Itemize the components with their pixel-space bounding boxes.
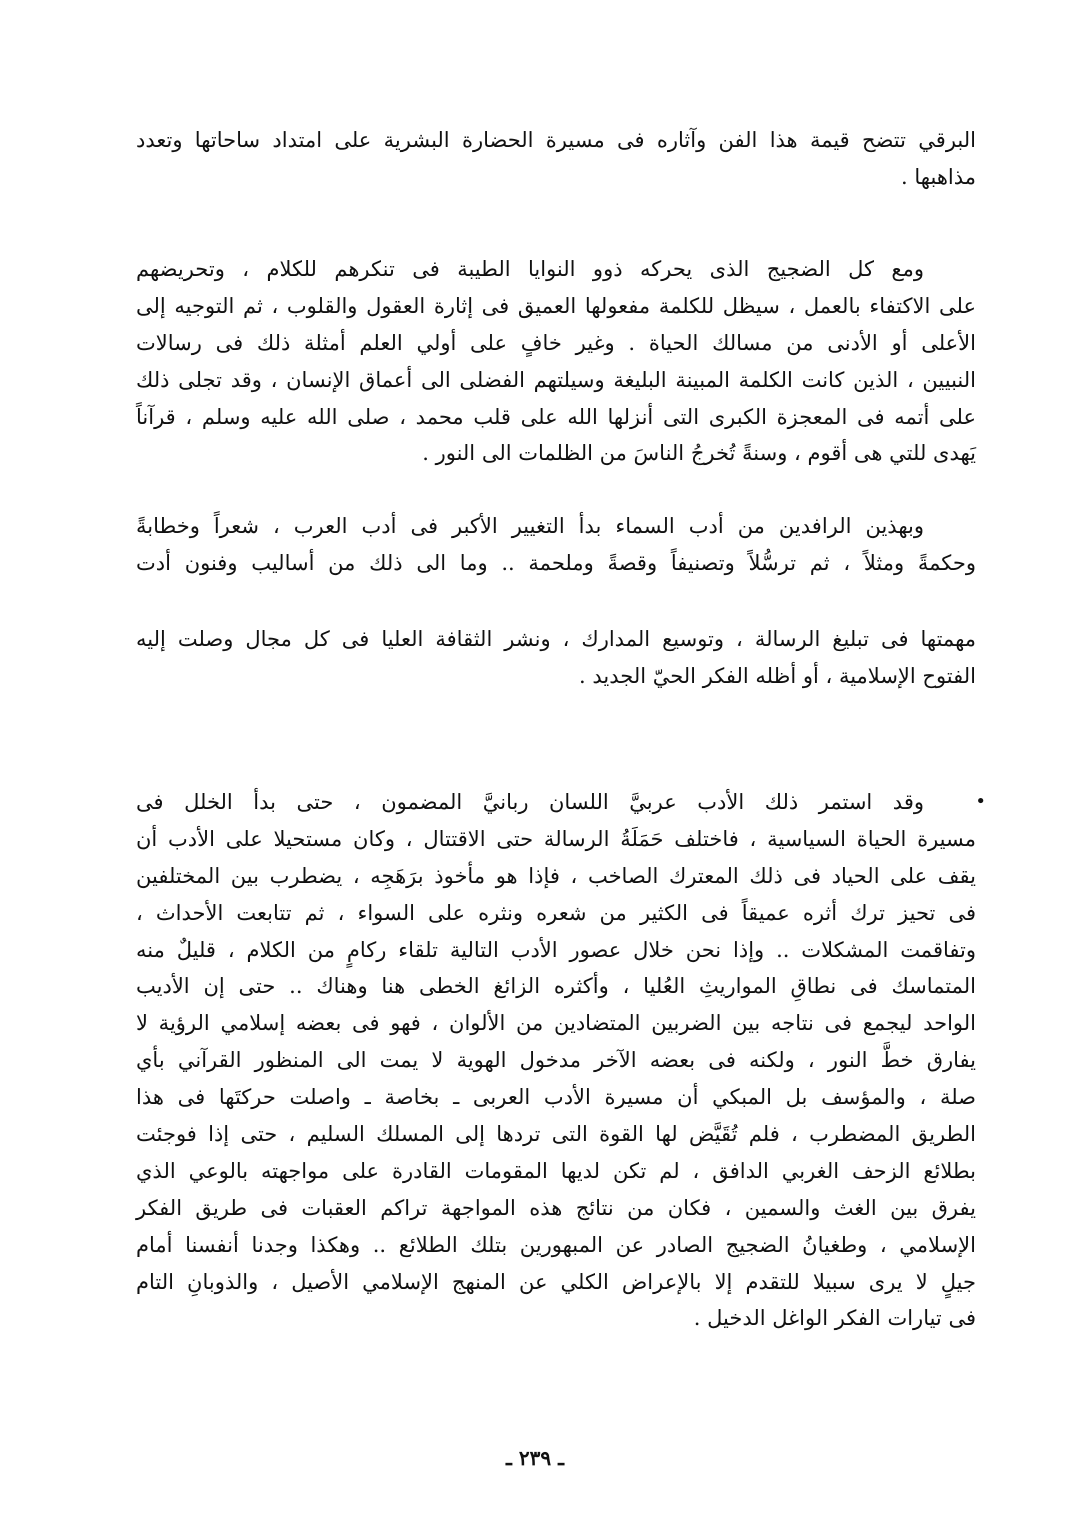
text-line: البرقي تتضح قيمة هذا الفن وآثاره فى مسيرة الحضارة البشرية على امتداد ساحاتها وتعدد: [136, 128, 976, 152]
text-line: على الاكتفاء بالعمل ، سيظل للكلمة مفعولها العميق فى إثارة العقول والقلوب ، ثم التوجيه إلى: [136, 293, 976, 318]
text-line: صلة ، والمؤسف بل المبكي أن مسيرة الأدب العربى ـ بخاصة ـ واصلت حركتَها فى هذا: [136, 1085, 976, 1110]
text-line: بطلائع الزحف الغربي الدافق ، لم تكن لديها المقومات القادرة على مواجهته بالوعي الذي: [136, 1158, 976, 1183]
text-line: يفارق خطَّ النور ، ولكنه فى بعضه الآخر مدخول الهوية لا يمت الى المنظور القرآني بأي: [136, 1048, 976, 1073]
text-line: وبهذين الرافدين من أدب السماء بدأ التغيير الأكبر فى أدب العرب ، شعراً وخطابةً: [136, 514, 924, 538]
paragraph-decline: [136, 784, 986, 1337]
text-line: [136, 784, 986, 821]
text-line: وحكمةً ومثلاً ، ثم ترسُّلاً وتصنيفاً وقصةً وملحمة .. وما الى ذلك من أساليب وفنون أدت: [136, 550, 976, 575]
paragraph-two-tributaries: [136, 508, 976, 582]
paragraph-mission: [136, 621, 976, 695]
bullet-icon: •: [975, 791, 986, 812]
text-line: الأعلى أو الأدنى من مسالك الحياة . وغير خافٍ على أولي العلم أمثلة ذلك فى رسالات: [136, 330, 976, 355]
paragraph-intro: [136, 122, 976, 196]
text-line: مذاهبها .: [901, 164, 976, 189]
text-line: مسيرة الحياة السياسية ، فاختلف حَمَلَةُ الرسالة حتى الاقتتال ، وكان مستحيلا على الأدب أن: [136, 826, 976, 851]
text-line: مهمتها فى تبليغ الرسالة ، وتوسيع المدارك ، ونشر الثقافة العليا فى كل مجال وصلت إليه: [136, 627, 976, 651]
text-line: جيلٍ لا يرى سبيلا للتقدم إلا بالإعراض الكلي عن المنهج الإسلامي الأصيل ، والذوبانِ التام: [136, 1269, 976, 1294]
text-line: الطريق المضطرب ، فلم تُقَيَّض لها القوة التى تردها إلى المسلك السليم ، حتى إذا فوجئت: [136, 1122, 976, 1147]
text-line: المتماسك فى نطاقِ المواريثِ العُليا ، وأكثره الزائغ الخطى هنا وهناك .. حتى إن الأديب: [136, 974, 976, 999]
text-line: يفرق بين الغث والسمين ، فكان من نتائج هذه المواجهة تراكم العقبات فى طريق الفكر: [136, 1195, 976, 1220]
text-line: على أتمه فى المعجزة الكبرى التى أنزلها الله على قلب محمد ، صلى الله عليه وسلم ، قرآناً: [136, 404, 977, 429]
text-line: فى تحيز ترك أثره عميقاً فى الكثير من شعره ونثره على السواء ، ثم تتابعت الأحداث ،: [136, 900, 976, 925]
text-line: يَهدى للتي هى أقوم ، وسنةً تُخرجُ الناسَ من الظلمات الى النور .: [422, 441, 976, 466]
page-number: ـ ٢٣٩ ـ: [506, 1446, 564, 1470]
paragraph-speech-power: [136, 251, 976, 472]
text-line: ومع كل الضجيج الذى يحركه ذوو النوايا الطيبة فى تنكرهم للكلام ، وتحريضهم: [136, 257, 924, 281]
text-line: الفتوح الإسلامية ، أو أظله الفكر الحيّ الجديد .: [579, 663, 976, 688]
text-line: وتفاقمت المشكلات .. وإذا نحن خلال عصور الأدب التالية تلقاء ركامٍ من الكلام ، قليلٌ منه: [136, 937, 976, 962]
text-line: يقف على الحياد فى ذلك المعترك الصاخب ، فإذا هو مأخوذ برَهَجِه ، يضطرب بين المختلفين: [136, 863, 976, 888]
text-line: الإسلامي ، وطغيانُ الضجيج الصادر عن المبهورين بتلك الطلائع .. وهكذا وجدنا أنفسنا أمام: [136, 1232, 976, 1257]
text-line-content: وقد استمر ذلك الأدب عربيَّ اللسان ربانيَّ المضمون ، حتى بدأ الخلل فى: [136, 790, 924, 814]
text-line: الواحد ليجمع فى نتاجه بين الضربين المتضادين من الألوان ، فهو فى بعضه إسلامي الرؤية لا: [136, 1011, 976, 1036]
text-line: النبيين ، الذين كانت الكلمة المبينة البليغة وسيلتهم الفضلى الى أعماق الإنسان ، وقد تجلى ذلك: [136, 367, 976, 392]
text-line: فى تيارات الفكر الواغل الدخيل .: [693, 1306, 976, 1331]
